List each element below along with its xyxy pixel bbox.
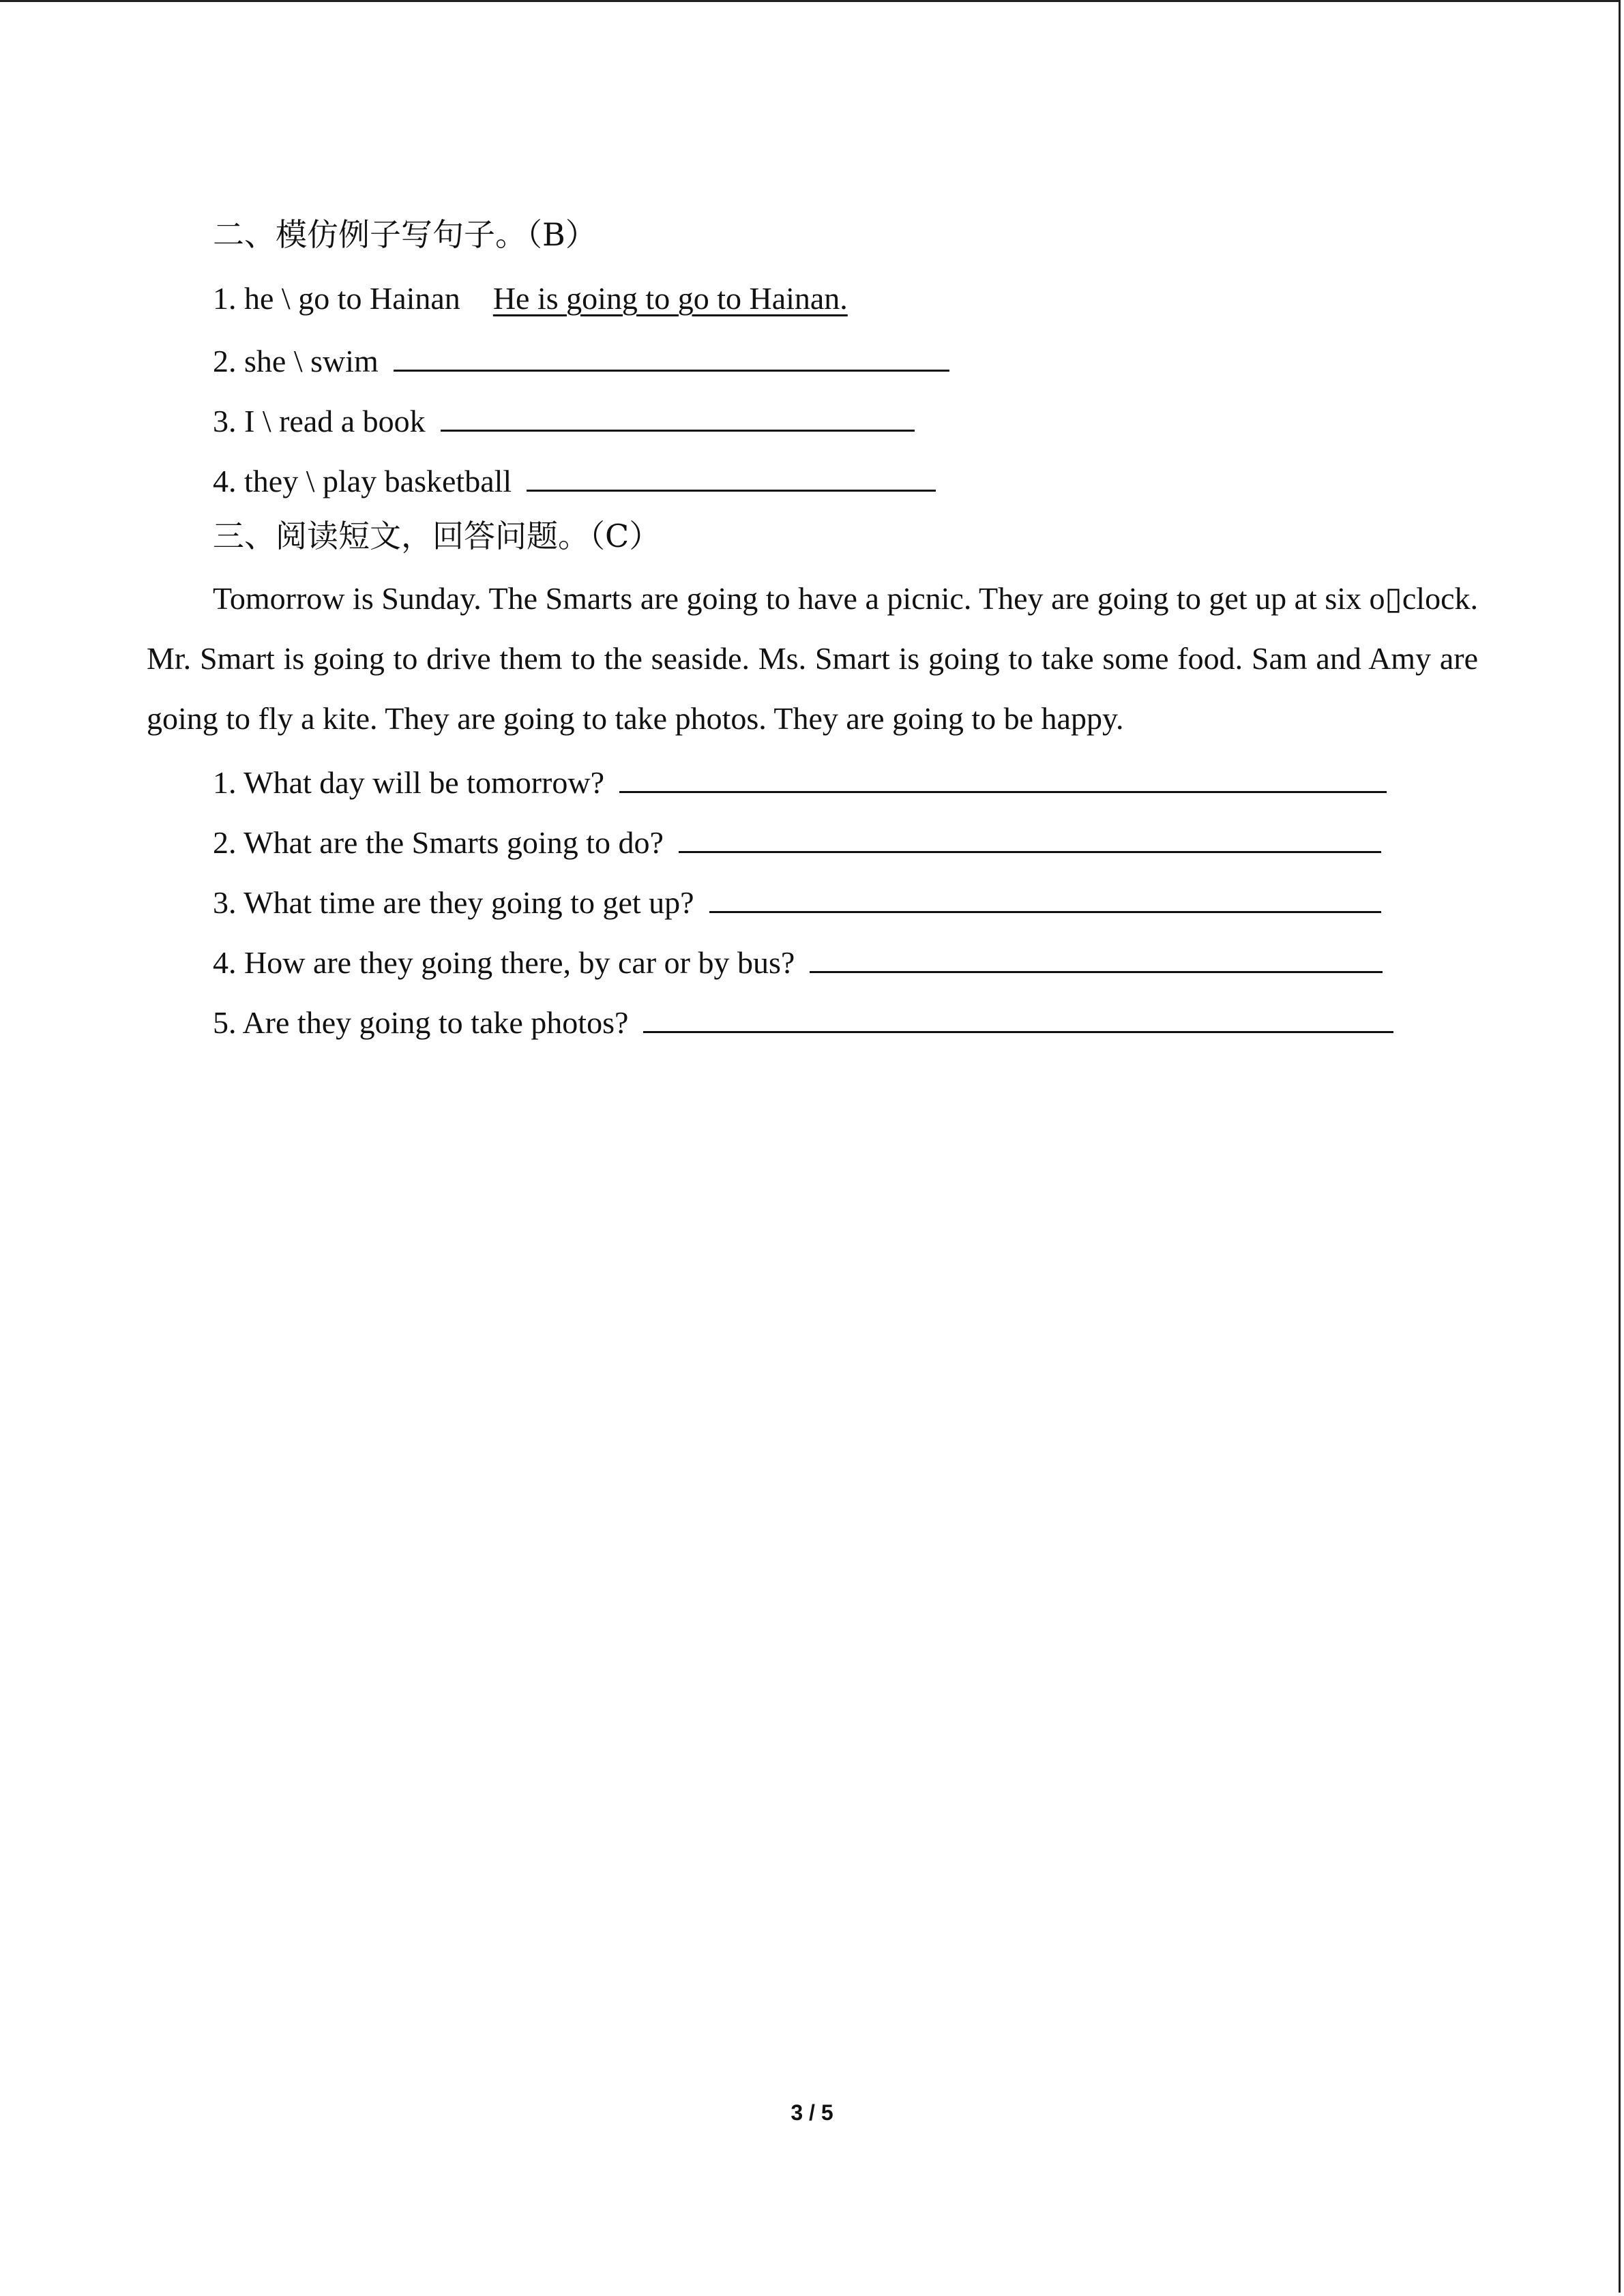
reading-passage: Tomorrow is Sunday. The Smarts are going to have a picnic. They are going to get up at six o▯clock. Mr. Smart is going to drive them to the seaside. Ms. Smart is going to take some food. Sam and Amy are going to fly a kite. They are going to take photos. They are going to be happy.: [147, 581, 1478, 736]
exercise-item-4: [213, 458, 936, 502]
example-answer: He is going to go to Hainan.: [492, 281, 848, 316]
exercise-prompt: 3. I \ read a book: [213, 404, 426, 438]
section-2-heading: 二、模仿例子写句子。（B）: [213, 216, 597, 253]
question-2: [213, 820, 1381, 863]
section-3-heading: 三、阅读短文，回答问题。（C）: [213, 518, 661, 554]
page-number: 3 / 5: [791, 2100, 833, 2125]
question-1: [213, 760, 1387, 803]
question-text: 1. What day will be tomorrow?: [213, 765, 605, 800]
question-text: 5. Are they going to take photos?: [213, 1005, 629, 1040]
answer-blank[interactable]: [527, 458, 936, 492]
answer-blank[interactable]: [810, 940, 1383, 973]
question-text: 3. What time are they going to get up?: [213, 885, 694, 920]
answer-blank[interactable]: [394, 338, 949, 372]
exercise-prompt: 2. she \ swim: [213, 344, 379, 378]
answer-blank[interactable]: [441, 398, 915, 432]
question-4: [213, 940, 1383, 983]
example-prompt: 1. he \ go to Hainan: [213, 281, 460, 316]
answer-blank[interactable]: [679, 820, 1381, 853]
answer-blank[interactable]: [643, 1000, 1393, 1033]
exercise-item-3: [213, 398, 915, 442]
example-item: [213, 278, 848, 319]
answer-blank[interactable]: [709, 880, 1381, 913]
question-3: [213, 880, 1381, 923]
exercise-prompt: 4. they \ play basketball: [213, 464, 512, 498]
question-5: [213, 1000, 1393, 1043]
exercise-item-2: [213, 338, 949, 382]
answer-blank[interactable]: [619, 760, 1387, 793]
question-text: 2. What are the Smarts going to do?: [213, 825, 664, 860]
question-text: 4. How are they going there, by car or by bus?: [213, 945, 795, 980]
